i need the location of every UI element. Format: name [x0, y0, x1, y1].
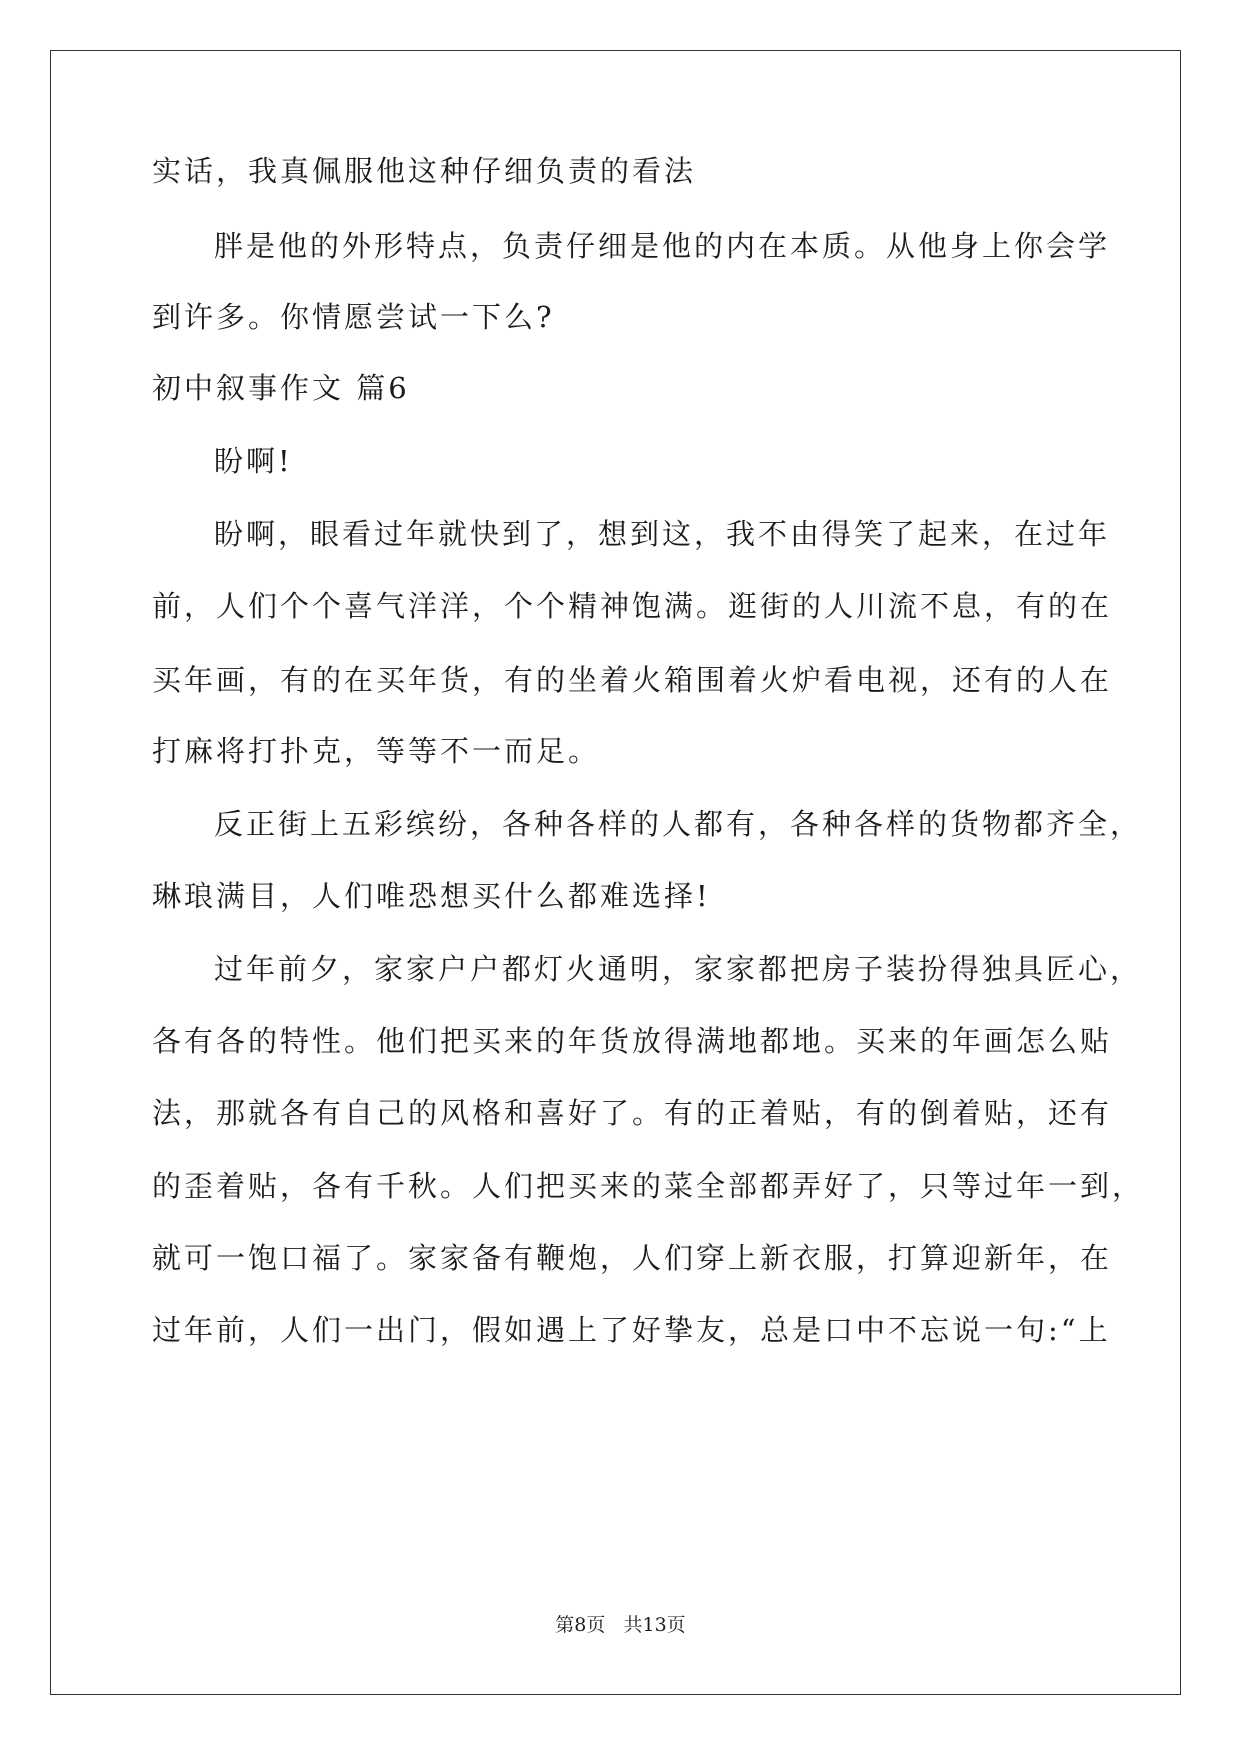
text-line: 实话，我真佩服他这种仔细负责的看法	[152, 154, 697, 188]
text-line: 前，人们个个喜气洋洋，个个精神饱满。逛街的人川流不息，有的在	[152, 589, 1113, 623]
text-line: 过年前，人们一出门，假如遇上了好挚友，总是口中不忘说一句:“上	[152, 1313, 1111, 1347]
paragraph-start-line: 过年前夕，家家户户都灯火通明，家家都把房子装扮得独具匠心，	[214, 952, 1143, 986]
text-line: 打麻将打扑克，等等不一而足。	[152, 734, 601, 768]
text-line: 到许多。你情愿尝试一下么?	[152, 300, 555, 334]
paragraph-start-line: 反正街上五彩缤纷，各种各样的人都有，各种各样的货物都齐全，	[214, 807, 1143, 841]
section-heading: 初中叙事作文 篇6	[152, 371, 410, 405]
paragraph-start-line: 盼啊!	[214, 444, 293, 478]
paragraph-start-line: 胖是他的外形特点，负责仔细是他的内在本质。从他身上你会学	[214, 229, 1111, 263]
text-line: 的歪着贴，各有千秋。人们把买来的菜全部都弄好了，只等过年一到，	[152, 1169, 1145, 1203]
text-line: 琳琅满目，人们唯恐想买什么都难选择!	[152, 879, 711, 913]
text-line: 各有各的特性。他们把买来的年货放得满地都地。买来的年画怎么贴	[152, 1024, 1113, 1058]
text-line: 就可一饱口福了。家家备有鞭炮，人们穿上新衣服，打算迎新年，在	[152, 1241, 1113, 1275]
page-number-footer: 第8页 共13页	[555, 1614, 686, 1636]
text-line: 买年画，有的在买年货，有的坐着火箱围着火炉看电视，还有的人在	[152, 663, 1113, 697]
paragraph-start-line: 盼啊，眼看过年就快到了，想到这，我不由得笑了起来，在过年	[214, 517, 1111, 551]
text-line: 法，那就各有自己的风格和喜好了。有的正着贴，有的倒着贴，还有	[152, 1096, 1113, 1130]
